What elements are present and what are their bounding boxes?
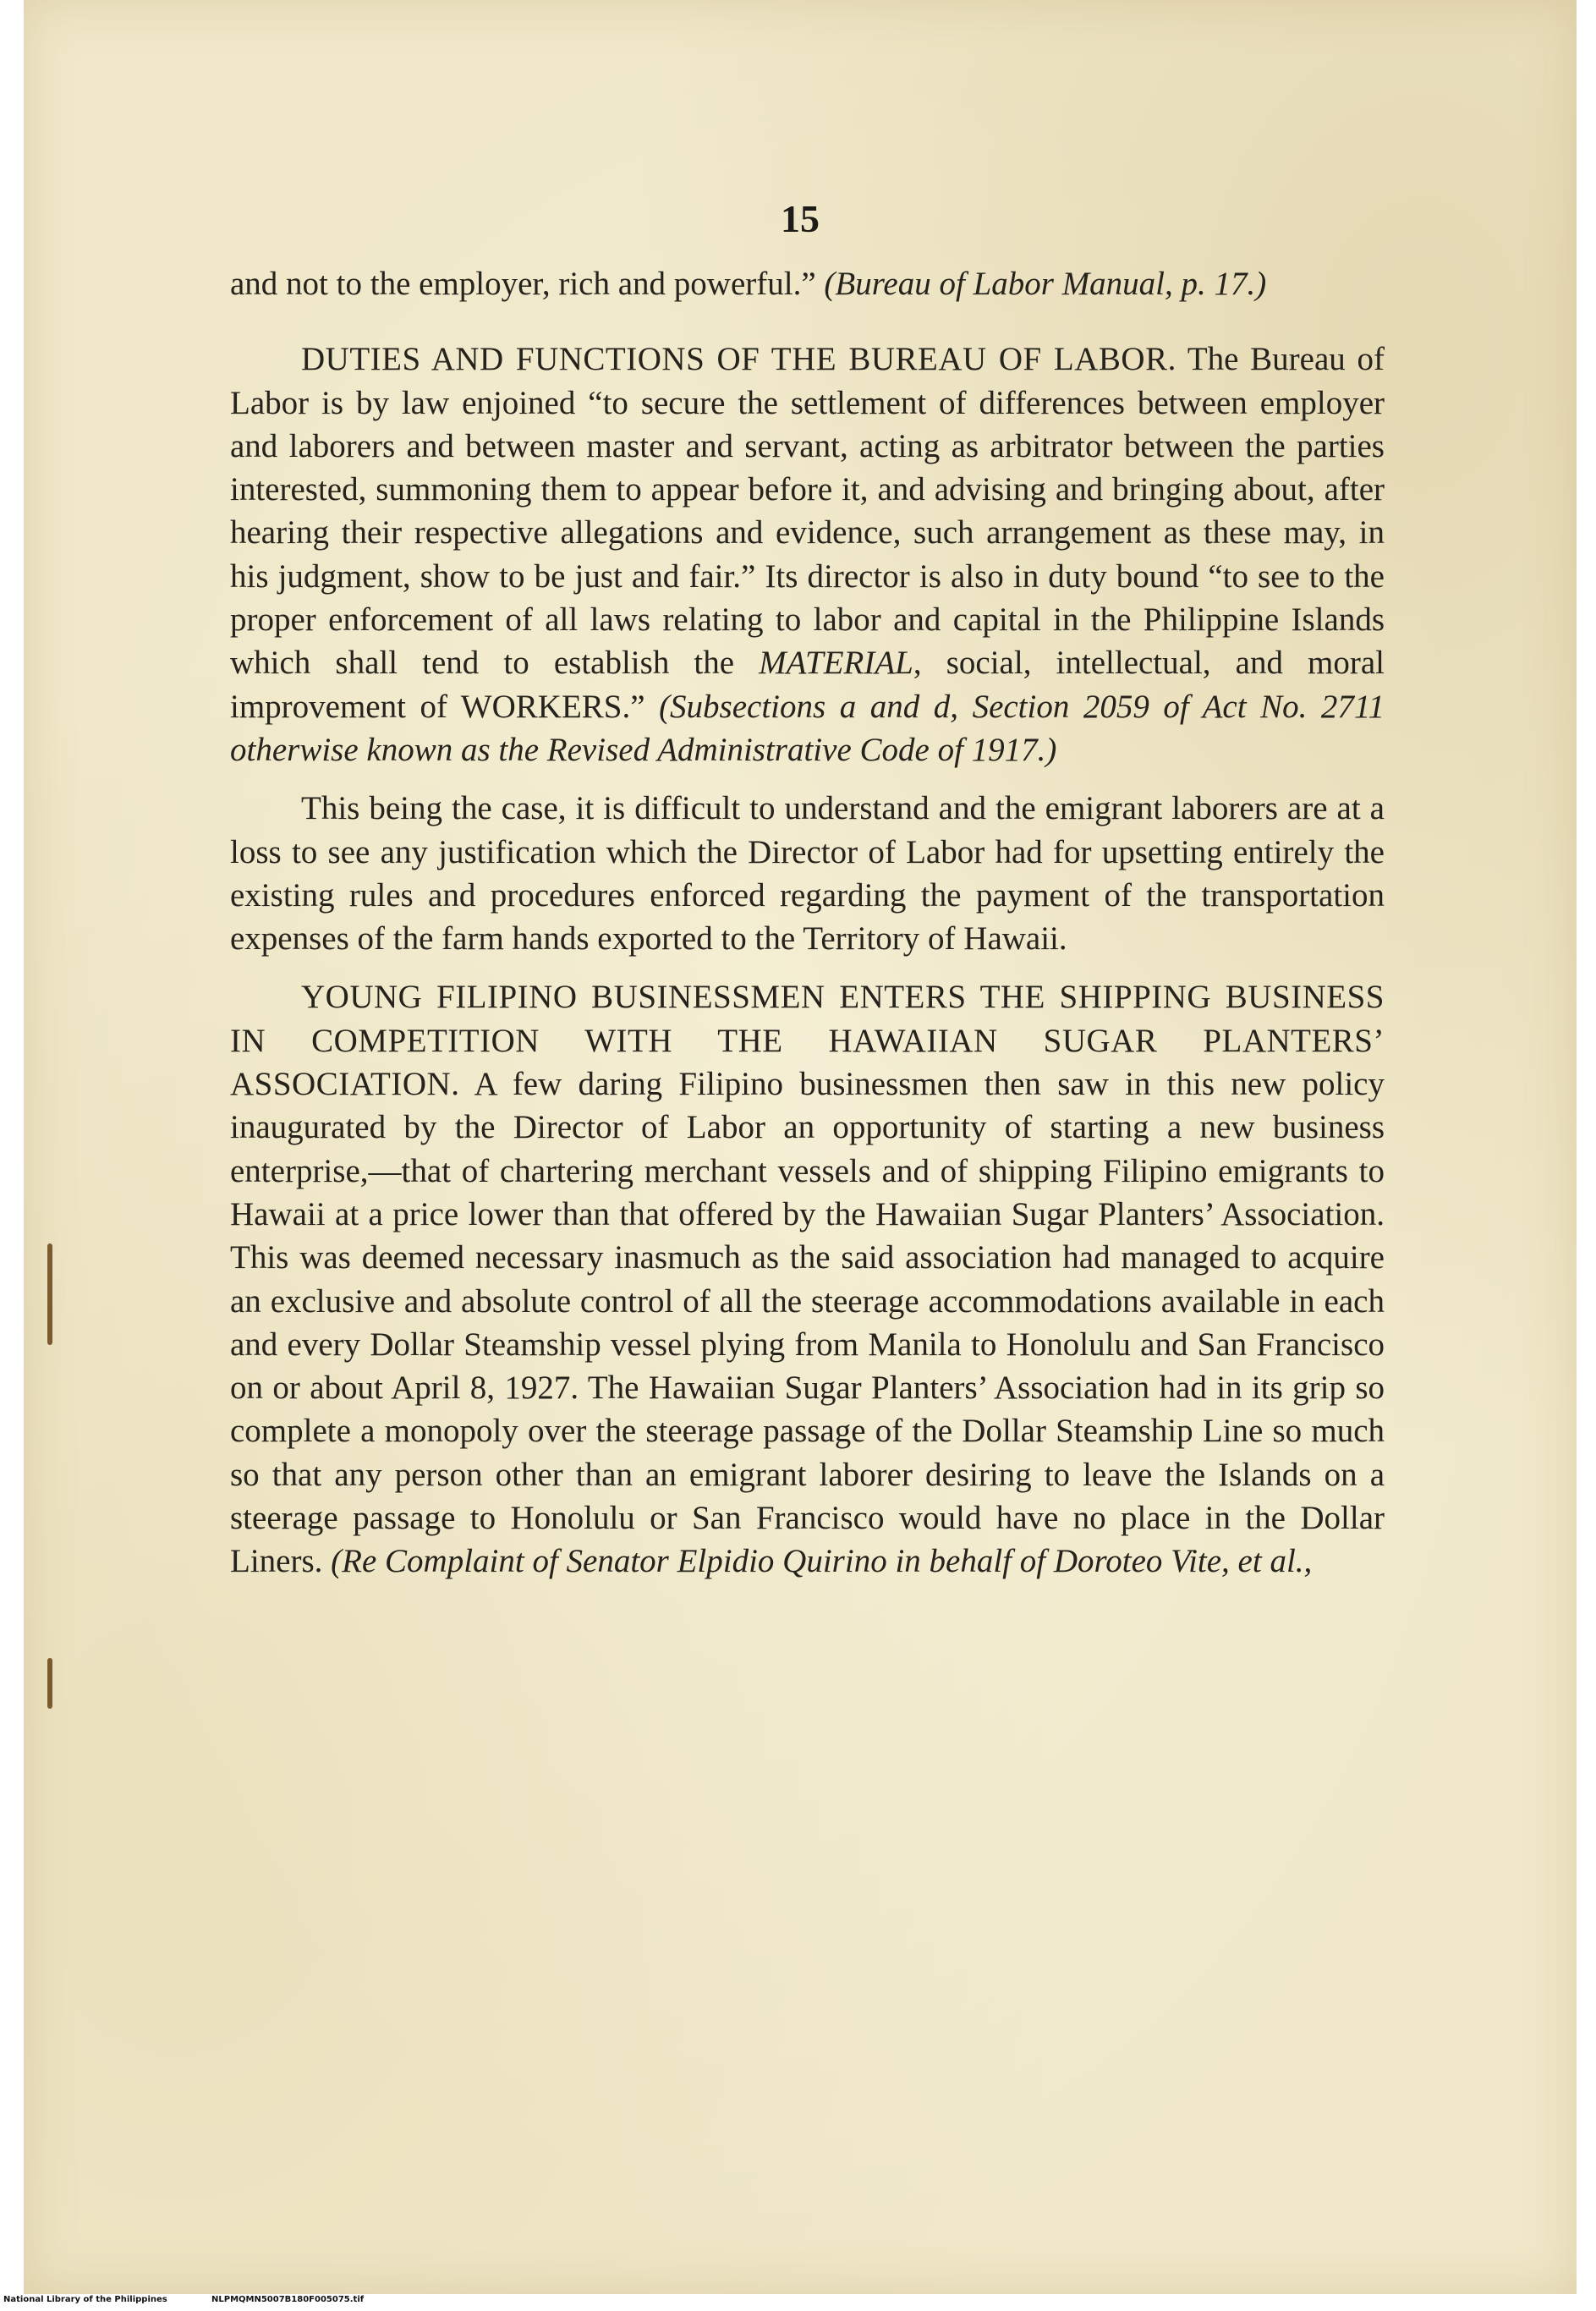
paragraph-text: The Bureau of Labor is by law enjoined “to secure the settlement of differences between employer and laborers and between master and servant, acting as arbitrator between the parties interested, summoning them to appear before it, and advising and bringing about, after hearing their respective allegations and evidence, such arrangement as these may, in his judgment, show to be just and fair.” Its director is also in duty bound “to see to the proper enforcement of all laws relating to labor and capital in the Philippine Islands which shall tend to establish the <box>230 341 1385 682</box>
archive-credit: National Library of the Philippines <box>3 2295 167 2304</box>
paragraph-text: , social, intellectual, and moral improvement of WORKERS.” <box>230 645 1385 725</box>
binding-mark <box>47 1658 52 1709</box>
page-number: 15 <box>781 197 820 240</box>
paragraph-case <box>230 787 1385 960</box>
paragraph-text: A few daring Filipino businessmen then saw in this new policy inaugurated by the Director of Labor an opportunity of starting a new business enterprise,—that of chartering merchant vessels and of shipping Filipino emigrants to Hawaii at a price lower than that offered by the Hawaiian Sugar Planters’ Association. This was deemed necessary inasmuch as the said association had managed to acquire an exclusive and absolute control of all the steerage accommodations available in each and every Dollar Steamship vessel plying from Manila to Honolulu and San Francisco on or about April 8, 1927. The Hawaiian Sugar Planters’ Association had in its grip so complete a monopoly over the steerage passage of the Dollar Steamship Line so much so that any person other than an emigrant laborer desiring to leave the Islands on a steerage passage to Honolulu or San Francisco would have no place in the Dollar Liners. <box>230 1066 1385 1580</box>
paragraph-duties <box>230 338 1385 771</box>
binding-mark <box>47 1243 52 1345</box>
section-heading: YOUNG FILIPINO BUSINESSMEN ENTERS THE SHIPPING BUSINESS IN COMPETITION WITH THE HAWAIIAN SUGAR PLANTERS’ ASSOCIATION. <box>230 979 1385 1103</box>
paper-sheet <box>24 0 1577 2294</box>
archive-file-id: NLPMQMN5007B180F005075.tif <box>211 2295 365 2304</box>
paragraph-continuation <box>230 262 1385 305</box>
citation: (Subsections a and d, Section 2059 of Act No. 2711 otherwise known as the Revised Administrative Code of 1917.) <box>230 688 1385 768</box>
citation: (Re Complaint of Senator Elpidio Quirino in behalf of Doroteo Vite, et al., <box>331 1543 1313 1580</box>
section-heading: DUTIES AND FUNCTIONS OF THE BUREAU OF LABOR. <box>301 341 1176 378</box>
paragraph-text: and not to the employer, rich and powerful.” <box>230 266 825 302</box>
emphasis-text: MATERIAL <box>759 645 913 682</box>
paragraph-businessmen <box>230 975 1385 1583</box>
citation: (Bureau of Labor Manual, p. 17.) <box>824 266 1267 302</box>
body-text <box>230 262 1385 1584</box>
paragraph-text: This being the case, it is difficult to understand and the emigrant laborers are at a loss to see any justification which the Director of Labor had for upsetting entirely the existing rules and procedures enforced regarding the payment of the transportation expenses of the farm hands exported to the Territory of Hawaii. <box>230 790 1385 958</box>
